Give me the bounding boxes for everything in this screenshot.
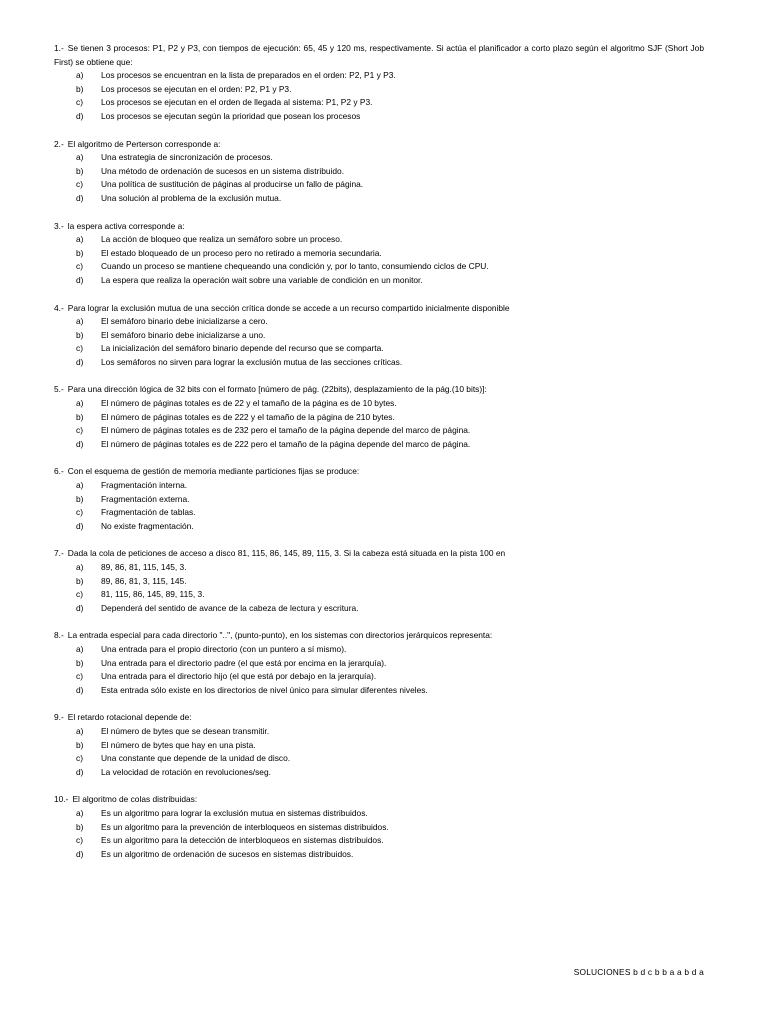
option-item [54, 274, 704, 288]
option-letter: b) [76, 83, 84, 94]
option-item [54, 739, 704, 753]
question-stem [54, 629, 704, 643]
question-9 [54, 711, 704, 779]
option-text: 89, 86, 81, 115, 145, 3. [101, 562, 187, 572]
option-item [54, 575, 704, 589]
option-text: Cuando un proceso se mantiene chequeando una condición y, por lo tanto, consumiendo ciclos de CPU. [101, 261, 489, 272]
option-text: 81, 115, 86, 145, 89, 115, 3. [101, 589, 205, 600]
option-item [54, 83, 704, 97]
option-text: Es un algoritmo para la prevención de interbloqueos en sistemas distribuidos. [101, 821, 389, 832]
exam-document [54, 42, 704, 875]
question-text: La entrada especial para cada directorio "..", (punto-punto), en los sistemas con directorios jerárquicos representa: [67, 630, 493, 641]
option-item [54, 178, 704, 192]
question-stem [54, 383, 704, 397]
option-list [54, 151, 704, 205]
option-letter: d) [76, 848, 84, 859]
option-letter: a) [76, 807, 84, 818]
option-letter: d) [76, 438, 84, 449]
question-number: 8.- [54, 630, 64, 641]
option-letter: c) [76, 753, 83, 764]
option-item [54, 397, 704, 411]
option-letter: a) [76, 398, 84, 409]
question-text: El algoritmo de Perterson corresponde a: [67, 138, 221, 149]
question-stem [54, 547, 704, 561]
option-text: El número de bytes que hay en una pista. [101, 739, 256, 750]
option-item [54, 725, 704, 739]
option-letter: c) [76, 589, 83, 600]
question-2 [54, 138, 704, 206]
option-letter: a) [76, 725, 84, 736]
option-text: Fragmentación interna. [101, 480, 188, 491]
option-text: Fragmentación de tablas. [101, 507, 196, 518]
option-item [54, 151, 704, 165]
option-list [54, 315, 704, 369]
option-letter: a) [76, 562, 84, 572]
option-text: Una solución al problema de la exclusión mutua. [101, 192, 282, 203]
option-text: Los procesos se ejecutan según la prioridad que posean los procesos [101, 110, 361, 121]
option-list [54, 397, 704, 451]
option-list [54, 233, 704, 287]
option-letter: b) [76, 575, 84, 586]
option-text: El número de bytes que se desean transmitir. [101, 725, 270, 736]
option-text: Es un algoritmo para lograr la exclusión mutua en sistemas distribuidos. [101, 807, 368, 818]
question-number: 1.- [54, 43, 64, 53]
option-text: Los procesos se ejecutan en el orden de llegada al sistema: P1, P2 y P3. [101, 97, 373, 108]
question-stem [54, 42, 704, 69]
option-text: Los procesos se encuentran en la lista de preparados en el orden: P2, P1 y P3. [101, 70, 396, 81]
option-letter: a) [76, 152, 84, 163]
option-item [54, 110, 704, 124]
question-5 [54, 383, 704, 451]
option-item [54, 479, 704, 493]
option-item [54, 438, 704, 452]
option-list [54, 643, 704, 697]
option-text: Una entrada para el directorio hijo (el que está por debajo en la jerarquía). [101, 671, 377, 682]
option-letter: d) [76, 602, 84, 613]
option-letter: b) [76, 821, 84, 832]
question-6 [54, 465, 704, 533]
option-text: No existe fragmentación. [101, 520, 194, 531]
option-text: Una constante que depende de la unidad de disco. [101, 753, 291, 764]
option-text: Esta entrada sólo existe en los directorios de nivel único para simular diferentes niveles. [101, 684, 428, 695]
option-letter: d) [76, 110, 84, 121]
option-letter: b) [76, 165, 84, 176]
question-stem [54, 302, 704, 316]
question-number: 10.- [54, 794, 69, 805]
option-letter: b) [76, 411, 84, 422]
question-stem [54, 138, 704, 152]
option-letter: d) [76, 356, 84, 367]
option-letter: a) [76, 70, 84, 81]
question-number: 7.- [54, 548, 64, 559]
option-item [54, 602, 704, 616]
option-item [54, 657, 704, 671]
question-number: 6.- [54, 466, 64, 477]
option-text: Dependerá del sentido de avance de la cabeza de lectura y escritura. [101, 602, 359, 613]
option-list [54, 807, 704, 861]
option-letter: c) [76, 507, 83, 518]
option-list [54, 69, 704, 123]
option-letter: b) [76, 739, 84, 750]
question-text: El retardo rotacional depende de: [67, 712, 192, 723]
option-item [54, 329, 704, 343]
question-number: 3.- [54, 220, 64, 231]
option-text: Una estrategia de sincronización de procesos. [101, 152, 273, 163]
option-item [54, 342, 704, 356]
option-letter: a) [76, 643, 84, 654]
option-letter: c) [76, 343, 83, 354]
question-text: Dada la cola de peticiones de acceso a disco 81, 115, 86, 145, 89, 115, 3. Si la cabeza está situada en la pista 100 en [67, 548, 506, 559]
option-letter: c) [76, 425, 83, 436]
option-letter: a) [76, 234, 84, 245]
option-letter: d) [76, 520, 84, 531]
question-number: 9.- [54, 712, 64, 723]
option-letter: c) [76, 261, 83, 272]
option-letter: c) [76, 671, 83, 682]
option-letter: b) [76, 657, 84, 668]
option-text: Una entrada para el propio directorio (con un puntero a sí mismo). [101, 643, 347, 654]
option-item [54, 96, 704, 110]
option-text: El número de páginas totales es de 222 y el tamaño de la página de 210 bytes. [101, 411, 395, 422]
question-number: 2.- [54, 138, 64, 149]
question-text: Se tienen 3 procesos: P1, P2 y P3, con tiempos de ejecución: 65, 45 y 120 ms, respectivamente. Si actúa el planificador a corto plazo según el algoritmo SJF (Short Job First) se obtiene que: [54, 43, 704, 67]
option-letter: d) [76, 192, 84, 203]
option-letter: d) [76, 766, 84, 777]
question-text: la espera activa corresponde a: [67, 220, 185, 231]
option-item [54, 821, 704, 835]
option-item [54, 260, 704, 274]
question-8 [54, 629, 704, 697]
option-item [54, 670, 704, 684]
option-text: El estado bloqueado de un proceso pero no retirado a memoria secundaria. [101, 247, 382, 258]
option-item [54, 506, 704, 520]
option-letter: c) [76, 835, 83, 846]
option-letter: b) [76, 493, 84, 504]
option-list [54, 725, 704, 779]
question-3 [54, 220, 704, 288]
option-item [54, 247, 704, 261]
option-text: La inicialización del semáforo binario depende del recurso que se comparta. [101, 343, 384, 354]
solutions-line: SOLUCIONES b d c b b a a b d a [573, 967, 704, 977]
option-item [54, 424, 704, 438]
option-text: Una entrada para el directorio padre (el que está por encima en la jerarquía). [101, 657, 387, 668]
option-text: La espera que realiza la operación wait sobre una variable de condición en un monitor. [101, 274, 423, 285]
option-letter: b) [76, 329, 84, 340]
question-10 [54, 793, 704, 861]
option-list [54, 479, 704, 533]
question-stem [54, 220, 704, 234]
option-item [54, 233, 704, 247]
option-item [54, 69, 704, 83]
question-text: Para lograr la exclusión mutua de una sección crítica donde se accede a un recurso compartido inicialmente disponible [67, 302, 510, 313]
option-text: Es un algoritmo para la detección de interbloqueos en sistemas distribuidos. [101, 835, 384, 846]
option-letter: a) [76, 316, 84, 327]
question-number: 5.- [54, 384, 64, 395]
option-item [54, 411, 704, 425]
option-item [54, 807, 704, 821]
question-stem [54, 793, 704, 807]
option-item [54, 752, 704, 766]
option-text: 89, 86, 81, 3, 115, 145. [101, 575, 187, 586]
option-text: El número de páginas totales es de 232 pero el tamaño de la página depende del marco de página. [101, 425, 471, 436]
option-text: El número de páginas totales es de 222 pero el tamaño de la página depende del marco de página. [101, 438, 471, 449]
option-item [54, 315, 704, 329]
option-letter: c) [76, 179, 83, 190]
option-item [54, 192, 704, 206]
option-text: El semáforo binario debe inicializarse a uno. [101, 329, 266, 340]
option-letter: d) [76, 684, 84, 695]
option-letter: b) [76, 247, 84, 258]
option-text: La velocidad de rotación en revoluciones/seg. [101, 766, 271, 777]
option-item [54, 493, 704, 507]
option-text: Los semáforos no sirven para lograr la exclusión mutua de las secciones críticas. [101, 356, 403, 367]
option-item [54, 520, 704, 534]
option-item [54, 588, 704, 602]
option-text: El número de páginas totales es de 22 y el tamaño de la página es de 10 bytes. [101, 398, 397, 409]
option-item [54, 834, 704, 848]
question-number: 4.- [54, 302, 64, 313]
option-item [54, 848, 704, 862]
option-text: El semáforo binario debe inicializarse a cero. [101, 316, 268, 327]
question-text: El algoritmo de colas distribuidas: [72, 794, 198, 805]
question-stem [54, 711, 704, 725]
option-item [54, 766, 704, 780]
option-item [54, 684, 704, 698]
question-stem [54, 465, 704, 479]
question-1 [54, 42, 704, 124]
option-text: Los procesos se ejecutan en el orden: P2, P1 y P3. [101, 83, 292, 94]
option-item [54, 561, 704, 575]
option-letter: d) [76, 274, 84, 285]
option-text: Fragmentación externa. [101, 493, 190, 504]
option-list [54, 561, 704, 615]
question-list [54, 42, 704, 861]
option-text: Una método de ordenación de sucesos en un sistema distribuido. [101, 165, 345, 176]
question-text: Con el esquema de gestión de memoria mediante particiones fijas se produce: [67, 466, 360, 477]
question-7 [54, 547, 704, 615]
option-item [54, 356, 704, 370]
option-text: Es un algoritmo de ordenación de sucesos en sistemas distribuidos. [101, 848, 354, 859]
option-letter: c) [76, 97, 83, 108]
option-item [54, 165, 704, 179]
question-4 [54, 302, 704, 370]
question-text: Para una dirección lógica de 32 bits con el formato [número de pág. (22bits), desplazamiento de la pág.(10 bits)]: [67, 384, 487, 395]
option-letter: a) [76, 480, 84, 491]
option-text: La acción de bloqueo que realiza un semáforo sobre un proceso. [101, 234, 343, 245]
option-text: Una política de sustitución de páginas al producirse un fallo de página. [101, 179, 364, 190]
option-item [54, 643, 704, 657]
